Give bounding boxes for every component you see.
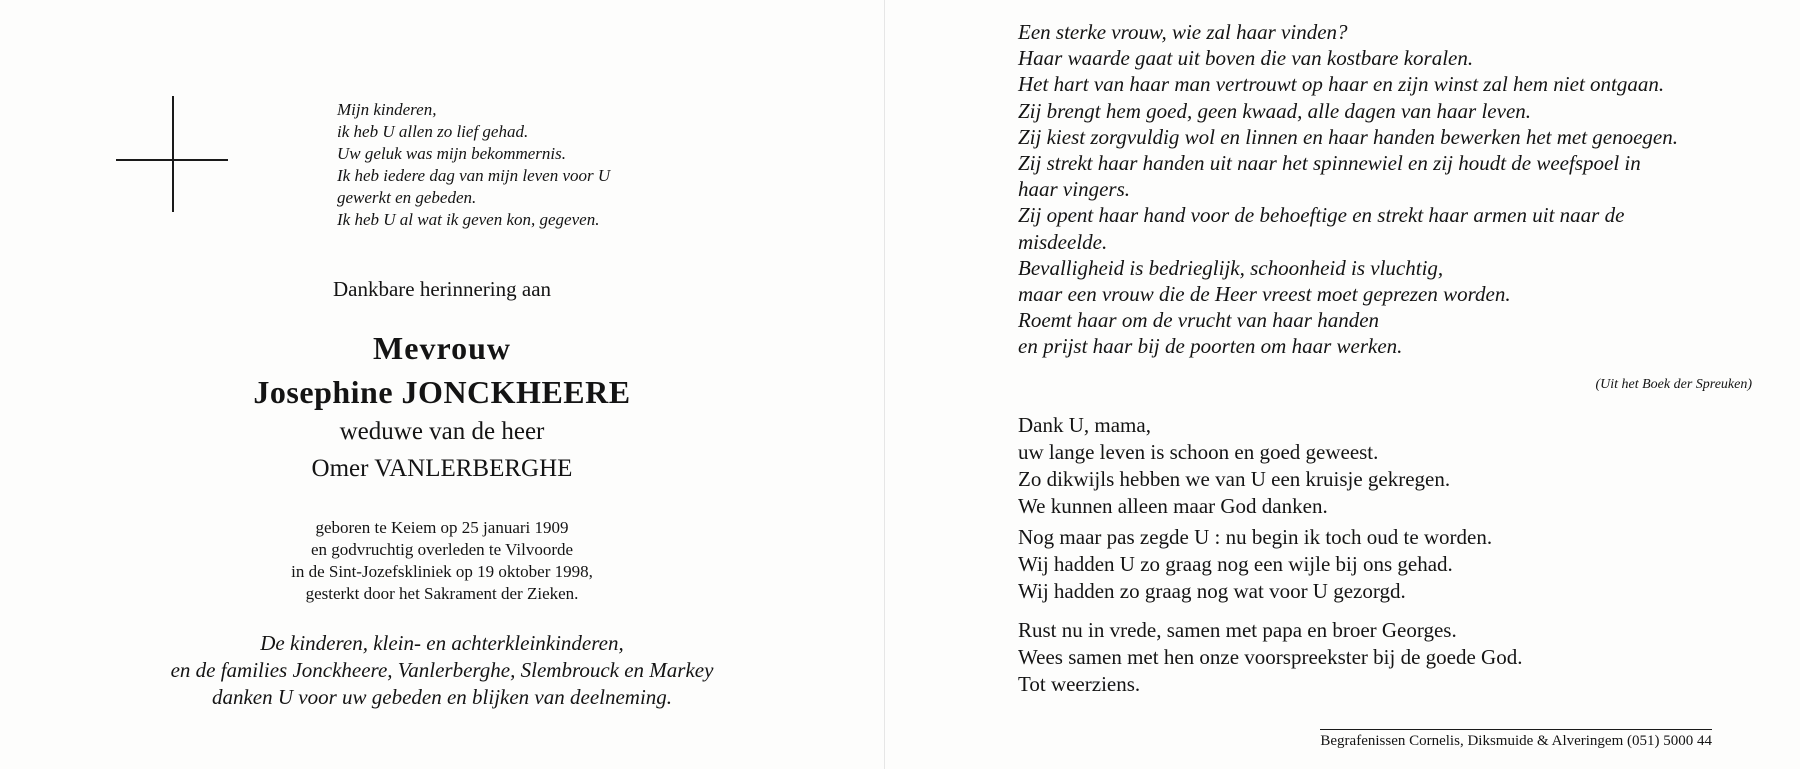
poem-line: Mijn kinderen,	[337, 100, 437, 119]
widow-line: weduwe van de heer	[339, 418, 545, 445]
thanks-line: en de families Jonckheere, Vanlerberghe, Slembrouck en Markey	[170, 658, 714, 682]
life-facts	[0, 517, 884, 605]
proverb-line: Zij strekt haar handen uit naar het spinnewiel en zij houdt de weefspoel in	[1018, 151, 1641, 176]
proverbs-source: (Uit het Boek der Spreuken)	[1595, 377, 1752, 392]
remembrance-heading: Dankbare herinnering aan	[332, 277, 552, 301]
facts-line: in de Sint-Jozefskliniek op 19 oktober 1998,	[291, 562, 593, 581]
stanza-line: Wij hadden zo graag nog wat voor U gezorgd.	[1018, 579, 1406, 603]
proverb-line: misdeelde.	[1018, 229, 1108, 254]
farewell-stanza-2	[1018, 524, 1492, 605]
poem-line: ik heb U allen zo lief gehad.	[337, 122, 529, 141]
facts-line: gesterkt door het Sakrament der Zieken.	[305, 584, 579, 603]
proverb-line: Zij kiest zorgvuldig wol en linnen en haar handen bewerken het met genoegen.	[1018, 124, 1679, 149]
mother-poem	[337, 99, 610, 231]
stanza-line: Dank U, mama,	[1018, 413, 1151, 437]
deceased-title: Mevrouw	[373, 330, 511, 366]
proverb-line: Haar waarde gaat uit boven die van kostbare koralen.	[1018, 46, 1474, 71]
stanza-line: Wij hadden U zo graag nog een wijle bij ons gehad.	[1018, 552, 1453, 576]
poem-line: gewerkt en gebeden.	[337, 188, 477, 207]
proverb-line: Zij brengt hem goed, geen kwaad, alle dagen van haar leven.	[1018, 98, 1532, 123]
facts-line: geboren te Keiem op 25 januari 1909	[315, 518, 569, 537]
undertaker-credit: Begrafenissen Cornelis, Diksmuide & Alveringem (051) 5000 44	[1320, 729, 1712, 750]
card-fold-line	[884, 0, 885, 769]
proverbs-passage	[1018, 19, 1678, 360]
proverb-line: haar vingers.	[1018, 177, 1130, 202]
husband-name: Omer VANLERBERGHE	[311, 455, 573, 482]
cross-icon	[116, 96, 228, 212]
poem-line: Uw geluk was mijn bekommernis.	[337, 144, 567, 163]
poem-line: Ik heb iedere dag van mijn leven voor U	[337, 166, 611, 185]
stanza-line: Zo dikwijls hebben we van U een kruisje gekregen.	[1018, 467, 1451, 491]
facts-line: en godvruchtig overleden te Vilvoorde	[310, 540, 574, 559]
stanza-line: We kunnen alleen maar God danken.	[1018, 494, 1328, 518]
proverb-line: maar een vrouw die de Heer vreest moet geprezen worden.	[1018, 282, 1511, 307]
thanks-line: De kinderen, klein- en achterkleinkinderen,	[260, 631, 624, 655]
poem-line: Ik heb U al wat ik geven kon, gegeven.	[337, 210, 600, 229]
stanza-line: Nog maar pas zegde U : nu begin ik toch oud te worden.	[1018, 525, 1493, 549]
proverb-line: Het hart van haar man vertrouwt op haar en zijn winst zal hem niet ontgaan.	[1018, 72, 1665, 97]
stanza-line: uw lange leven is schoon en goed geweest.	[1018, 440, 1379, 464]
farewell-stanza-3	[1018, 617, 1522, 698]
thanks-line: danken U voor uw gebeden en blijken van deelneming.	[211, 685, 673, 709]
stanza-line: Tot weerziens.	[1018, 672, 1141, 696]
proverb-line: en prijst haar bij de poorten om haar werken.	[1018, 334, 1403, 359]
proverb-line: Roemt haar om de vrucht van haar handen	[1018, 308, 1380, 333]
proverb-line: Een sterke vrouw, wie zal haar vinden?	[1018, 20, 1348, 44]
stanza-line: Wees samen met hen onze voorspreekster bij de goede God.	[1018, 645, 1523, 669]
farewell-stanza-1	[1018, 412, 1450, 520]
stanza-line: Rust nu in vrede, samen met papa en broer Georges.	[1018, 618, 1457, 642]
deceased-name: Josephine JONCKHEERE	[253, 374, 631, 410]
proverb-line: Bevalligheid is bedrieglijk, schoonheid is vluchtig,	[1018, 255, 1444, 280]
family-thanks	[0, 630, 884, 711]
proverb-line: Zij opent haar hand voor de behoeftige en strekt haar armen uit naar de	[1018, 203, 1625, 228]
